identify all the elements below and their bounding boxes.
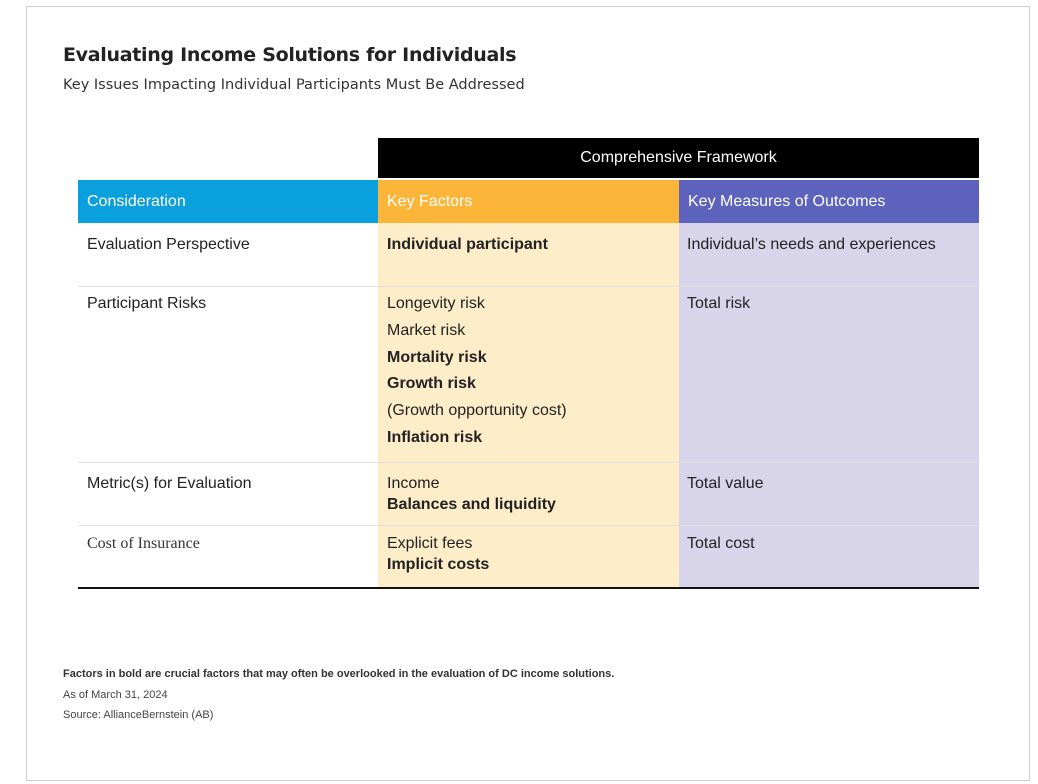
- footnote-date: As of March 31, 2024: [63, 689, 168, 701]
- key-factor-item: (Growth opportunity cost): [387, 402, 567, 420]
- consideration-cell: Participant Risks: [87, 295, 207, 312]
- consideration-cell: Cost of Insurance: [87, 535, 200, 552]
- key-factor-item: Balances and liquidity: [387, 496, 556, 513]
- header-key-factors: Key Factors: [378, 180, 679, 223]
- key-factor-item: Income: [387, 475, 440, 492]
- key-factor-item: Mortality risk: [387, 348, 487, 366]
- row-divider: [78, 462, 979, 463]
- footnote-bold-factors: Factors in bold are crucial factors that may often be overlooked in the evaluation of DC income solutions.: [63, 668, 615, 680]
- key-measure-cell: Total cost: [687, 535, 755, 552]
- row-divider: [78, 525, 979, 526]
- key-factor-item: Explicit fees: [387, 535, 473, 552]
- table-bottom-rule: [78, 587, 979, 589]
- framework-header: Comprehensive Framework: [378, 138, 979, 178]
- key-factor-item: Implicit costs: [387, 556, 490, 573]
- key-measure-cell: Total value: [687, 475, 764, 492]
- consideration-cell: Evaluation Perspective: [87, 236, 250, 253]
- chart-subtitle: Key Issues Impacting Individual Participants Must Be Addressed: [63, 77, 525, 93]
- key-measure-cell: Individual’s needs and experiences: [687, 236, 936, 253]
- row-divider: [78, 286, 979, 287]
- header-consideration: Consideration: [78, 180, 378, 223]
- header-key-measures: Key Measures of Outcomes: [679, 180, 979, 223]
- key-factor-item: Growth risk: [387, 375, 476, 393]
- consideration-cell: Metric(s) for Evaluation: [87, 475, 252, 492]
- key-factor-item: Longevity risk: [387, 295, 485, 312]
- key-factor-item: Inflation risk: [387, 429, 483, 446]
- chart-title: Evaluating Income Solutions for Individuals: [63, 44, 517, 66]
- key-measure-cell: Total risk: [687, 295, 751, 312]
- footnote-source: Source: AllianceBernstein (AB): [63, 709, 214, 721]
- key-factor-item: Individual participant: [387, 236, 548, 253]
- key-factor-item: Market risk: [387, 321, 466, 339]
